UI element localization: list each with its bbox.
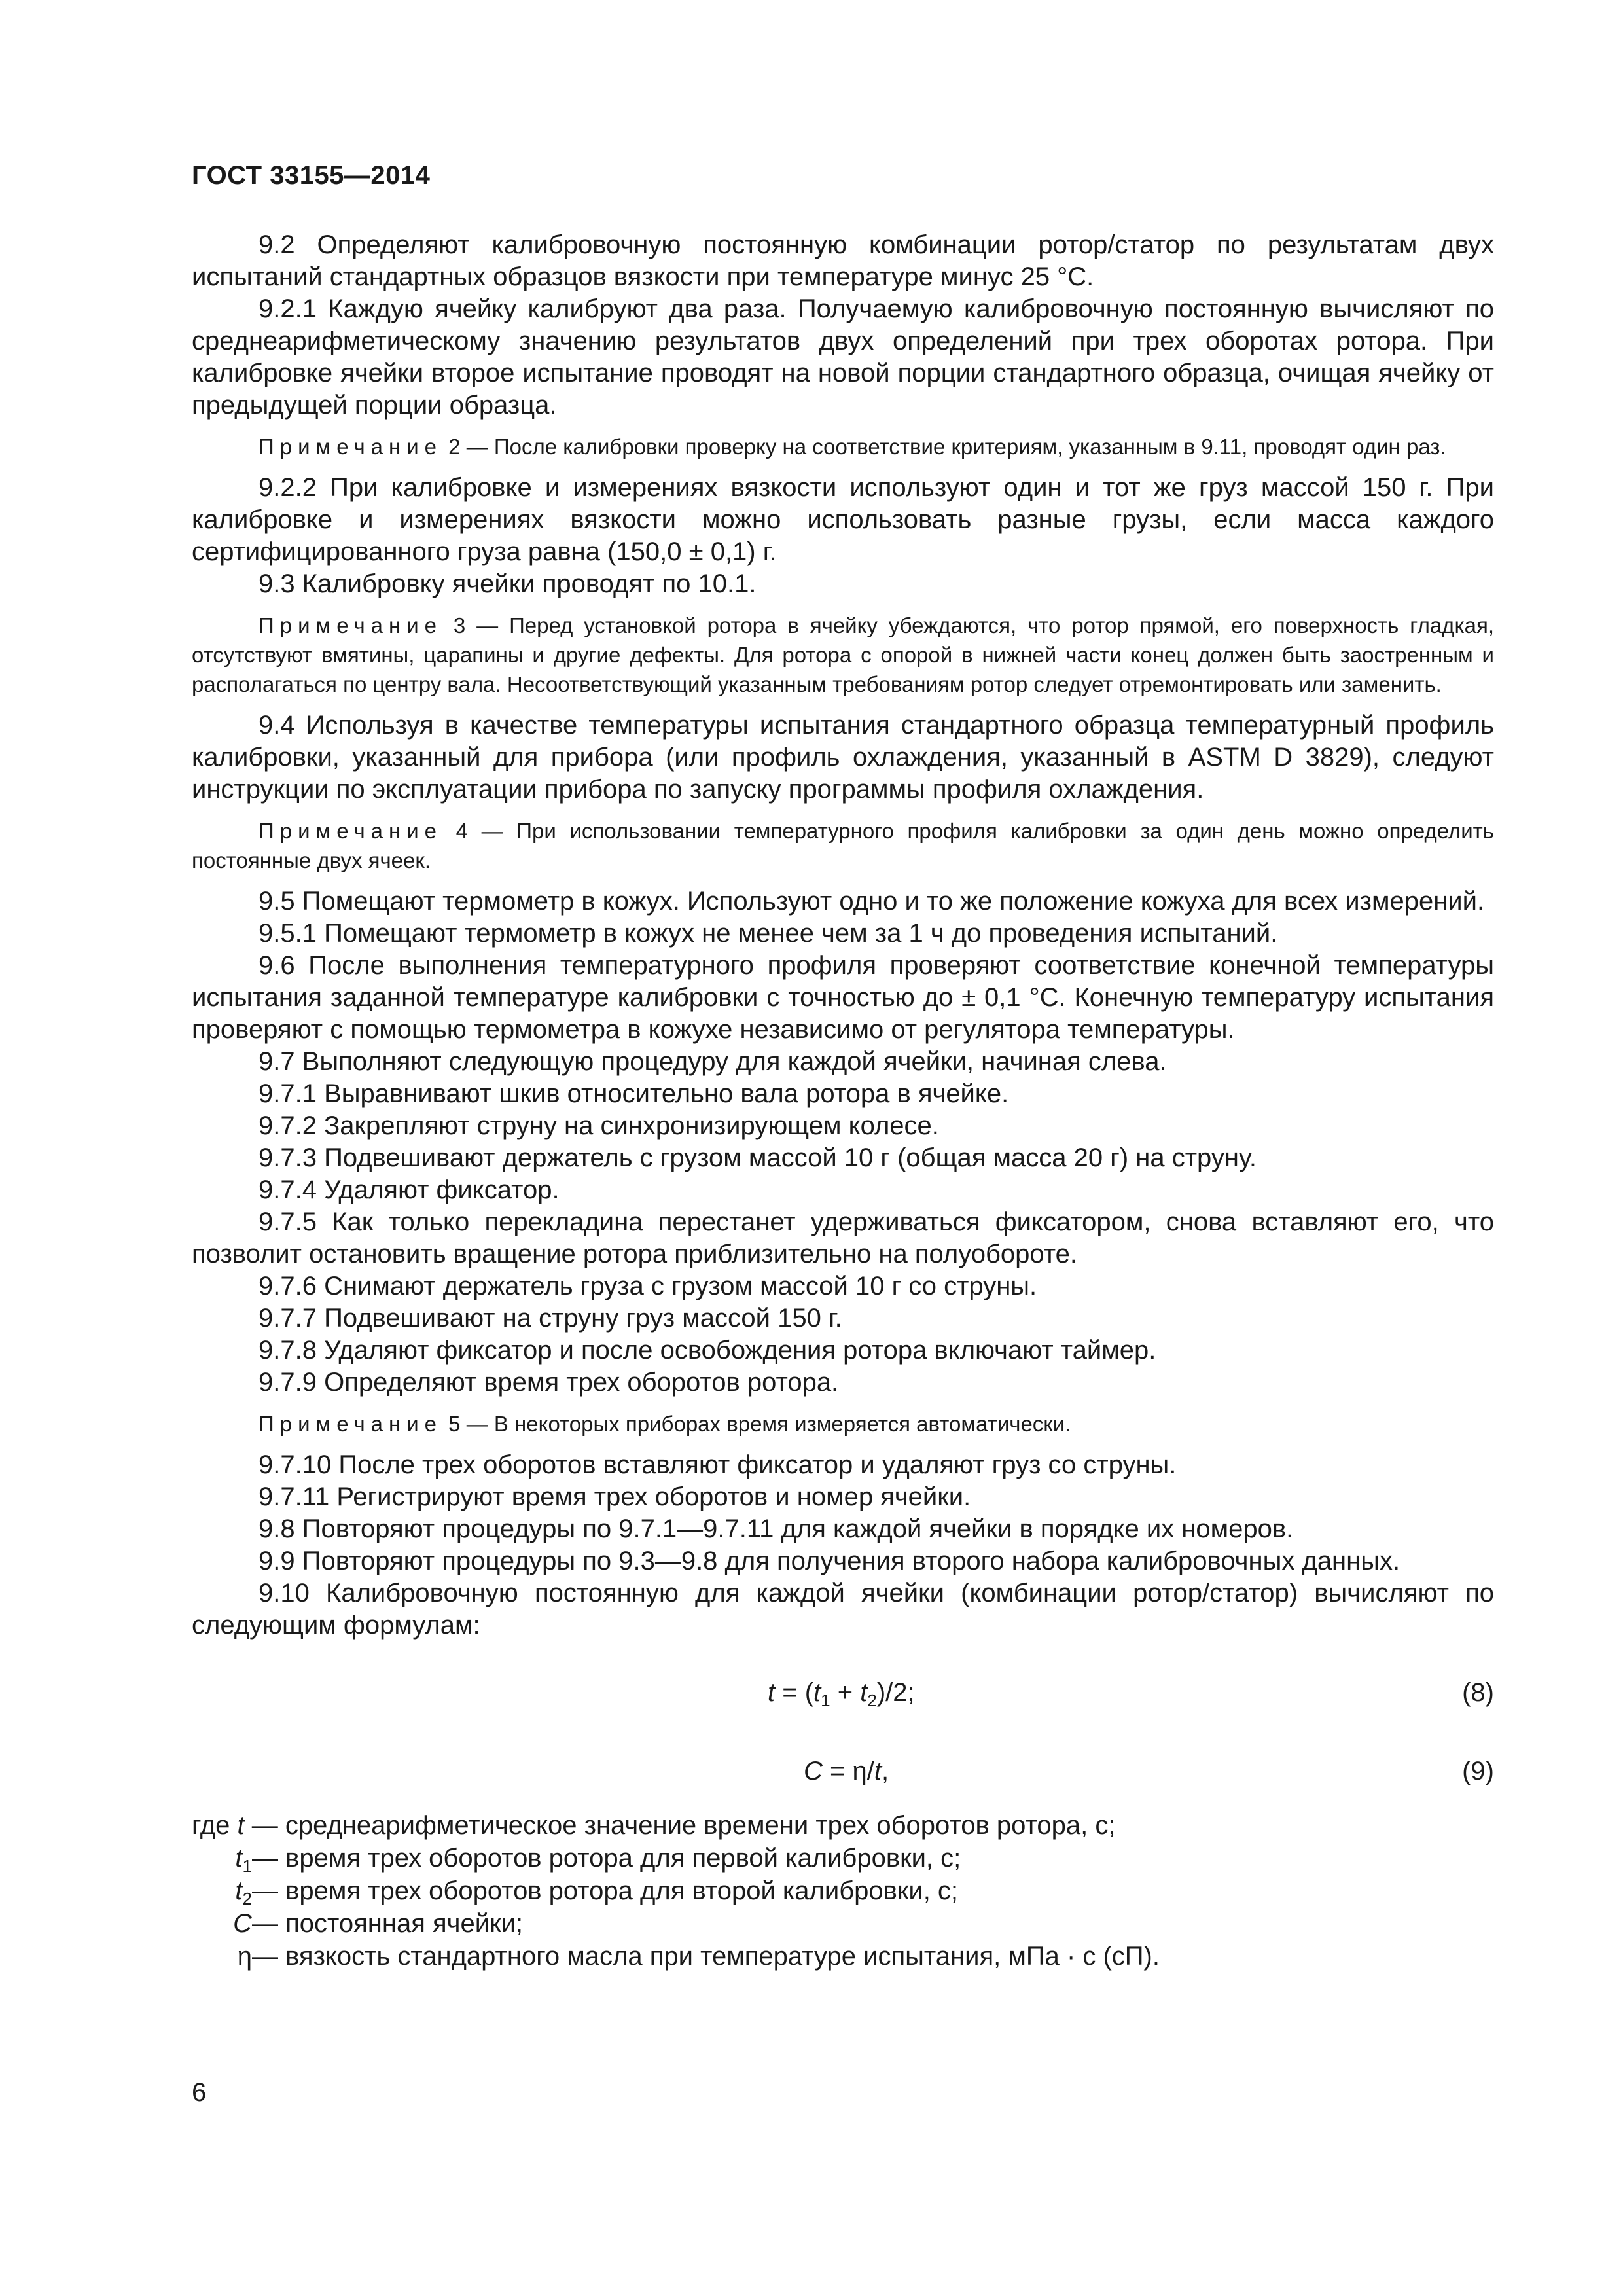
note-label: Примечание xyxy=(259,819,443,843)
formula-symbol: t xyxy=(860,1678,868,1707)
formula-symbol: t xyxy=(768,1678,776,1707)
formula-8-expression xyxy=(768,1673,915,1712)
paragraph-9-7-9: 9.7.9 Определяют время трех оборотов ротора. xyxy=(259,1368,839,1397)
paragraph-9-4: 9.4 Используя в качестве температуры испытания стандартного образца температурный профиль калибровки, указанный для прибора (или профиль охлаждения, указанный в ASTM D 3829), следуют инструкции по эксплуатации прибора по запуску программы профиля охлаждения. xyxy=(192,711,1494,804)
definition-symbol: C xyxy=(233,1909,252,1938)
formula-9-number: (9) xyxy=(1462,1757,1494,1785)
paragraph-9-6: 9.6 После выполнения температурного профиля проверяют соответствие конечной температуры испытания заданной температуре калибровки с точностью до ± 0,1 °С. Конечную температуру испытания проверяют с помощью термометра в кожухе независимо от регулятора температуры. xyxy=(192,951,1494,1044)
formula-9-expression xyxy=(804,1751,889,1791)
paragraph-9-7-6: 9.7.6 Снимают держатель груза с грузом массой 10 г со струны. xyxy=(259,1272,1037,1300)
formula-operator: )/2; xyxy=(876,1678,915,1707)
formula-8 xyxy=(192,1673,1494,1712)
document-header: ГОСТ 33155—2014 xyxy=(192,161,431,190)
note-label: Примечание xyxy=(259,435,443,459)
paragraph-9-7-8: 9.7.8 Удаляют фиксатор и после освобождения ротора включают таймер. xyxy=(259,1336,1156,1365)
definition-where: где xyxy=(192,1811,238,1840)
paragraph-9-7-2: 9.7.2 Закрепляют струну на синхронизирующем колесе. xyxy=(259,1111,939,1140)
note-label: Примечание xyxy=(259,613,443,637)
paragraph-9-9: 9.9 Повторяют процедуры по 9.3—9.8 для получения второго набора калибровочных данных. xyxy=(259,1547,1400,1575)
definition-symbol-cell xyxy=(192,1842,252,1874)
formula-subscript: 2 xyxy=(867,1691,877,1710)
formula-operator: , xyxy=(881,1757,889,1785)
note-4 xyxy=(192,816,1494,875)
definition-symbol: t xyxy=(237,1811,245,1840)
note-3 xyxy=(192,611,1494,699)
definition-text: — постоянная ячейки; xyxy=(252,1909,524,1938)
paragraph-9-7-1: 9.7.1 Выравнивают шкив относительно вала ротора в ячейке. xyxy=(259,1079,1009,1108)
definitions-list xyxy=(192,1809,1494,1973)
paragraph-9-2-2: 9.2.2 При калибровке и измерениях вязкости используют один и тот же груз массой 150 г. При калибровке и измерениях вязкости можно использовать разные грузы, если масса каждого сертифицированного груза равна (150,0 ± 0,1) г. xyxy=(192,473,1494,566)
formula-symbol: C xyxy=(804,1757,823,1785)
formula-subscript: 1 xyxy=(821,1691,830,1710)
definition-t xyxy=(192,1809,1494,1842)
paragraph-9-8: 9.8 Повторяют процедуры по 9.7.1—9.7.11 для каждой ячейки в порядке их номеров. xyxy=(259,1515,1294,1543)
definition-text: — время трех оборотов ротора для первой калибровки, с; xyxy=(252,1844,961,1873)
note-text: 2 — После калибровки проверку на соответствие критериям, указанным в 9.11, проводят один раз. xyxy=(442,435,1446,459)
formula-operator: = η/ xyxy=(822,1757,874,1785)
formula-operator: + xyxy=(830,1678,861,1707)
paragraph-9-7-7: 9.7.7 Подвешивают на струну груз массой 150 г. xyxy=(259,1304,842,1333)
formula-symbol: t xyxy=(813,1678,821,1707)
paragraph-9-7-11: 9.7.11 Регистрируют время трех оборотов и номер ячейки. xyxy=(259,1482,971,1511)
note-2 xyxy=(192,432,1494,461)
paragraph-9-7-4: 9.7.4 Удаляют фиксатор. xyxy=(259,1175,560,1204)
definition-text: — время трех оборотов ротора для второй калибровки, с; xyxy=(252,1876,959,1905)
definition-symbol: η xyxy=(237,1942,252,1971)
definition-symbol-cell xyxy=(192,1940,252,1973)
note-text: 4 — При использовании температурного профиля калибровки за один день можно определить постоянные двух ячеек. xyxy=(192,819,1494,872)
paragraph-9-7: 9.7 Выполняют следующую процедуру для каждой ячейки, начиная слева. xyxy=(259,1047,1167,1076)
paragraph-9-5-1: 9.5.1 Помещают термометр в кожух не менее чем за 1 ч до проведения испытаний. xyxy=(259,919,1278,948)
formula-operator: = ( xyxy=(775,1678,814,1707)
definition-subscript: 2 xyxy=(242,1889,252,1909)
definition-symbol-cell xyxy=(192,1874,252,1907)
definition-symbol: t xyxy=(235,1844,243,1873)
page-number: 6 xyxy=(192,2078,207,2107)
paragraph-9-7-3: 9.7.3 Подвешивают держатель с грузом массой 10 г (общая масса 20 г) на струну. xyxy=(259,1143,1257,1172)
paragraph-9-2-1: 9.2.1 Каждую ячейку калибруют два раза. Получаемую калибровочную постоянную вычисляют по среднеарифметическому значению результатов двух определений при трех оборотах ротора. При калибровке ячейки второе испытание проводят на новой порции стандартного образца, очищая ячейку от предыдущей порции образца. xyxy=(192,295,1494,420)
definition-eta xyxy=(192,1940,1494,1973)
paragraph-9-7-5: 9.7.5 Как только перекладина перестанет удерживаться фиксатором, снова вставляют его, что позволит остановить вращение ротора приблизительно на полуобороте. xyxy=(192,1208,1494,1268)
definition-c xyxy=(192,1907,1494,1940)
definition-t1 xyxy=(192,1842,1494,1874)
note-text: 5 — В некоторых приборах время измеряется автоматически. xyxy=(442,1412,1071,1436)
formula-8-number: (8) xyxy=(1462,1678,1494,1707)
paragraph-9-2: 9.2 Определяют калибровочную постоянную комбинации ротор/статор по результатам двух испытаний стандартных образцов вязкости при температуре минус 25 °С. xyxy=(192,230,1494,291)
formula-symbol: t xyxy=(874,1757,882,1785)
note-text: 3 — Перед установкой ротора в ячейку убеждаются, что ротор прямой, его поверхность гладкая, отсутствуют вмятины, царапины и другие дефекты. Для ротора с опорой в нижней части конец должен быть заостренным и располагаться по центру вала. Несоответствующий указанным требованиям ротор следует отремонтировать или заменить. xyxy=(192,613,1494,696)
note-5 xyxy=(192,1409,1494,1439)
paragraph-9-7-10: 9.7.10 После трех оборотов вставляют фиксатор и удаляют груз со струны. xyxy=(259,1450,1177,1479)
definition-symbol-cell xyxy=(192,1907,252,1940)
paragraph-9-3: 9.3 Калибровку ячейки проводят по 10.1. xyxy=(259,569,757,598)
note-label: Примечание xyxy=(259,1412,443,1436)
definition-t2 xyxy=(192,1874,1494,1907)
formula-9 xyxy=(192,1751,1494,1791)
definition-text: — вязкость стандартного масла при температуре испытания, мПа · с (сП). xyxy=(252,1942,1160,1971)
document-body xyxy=(192,229,1494,1973)
definition-symbol: t xyxy=(235,1876,243,1905)
definition-text: — среднеарифметическое значение времени трех оборотов ротора, с; xyxy=(244,1811,1116,1840)
paragraph-9-5: 9.5 Помещают термометр в кожух. Используют одно и то же положение кожуха для всех измерений. xyxy=(259,887,1485,916)
paragraph-9-10: 9.10 Калибровочную постоянную для каждой ячейки (комбинации ротор/статор) вычисляют по следующим формулам: xyxy=(192,1579,1494,1640)
definition-subscript: 1 xyxy=(242,1856,252,1876)
